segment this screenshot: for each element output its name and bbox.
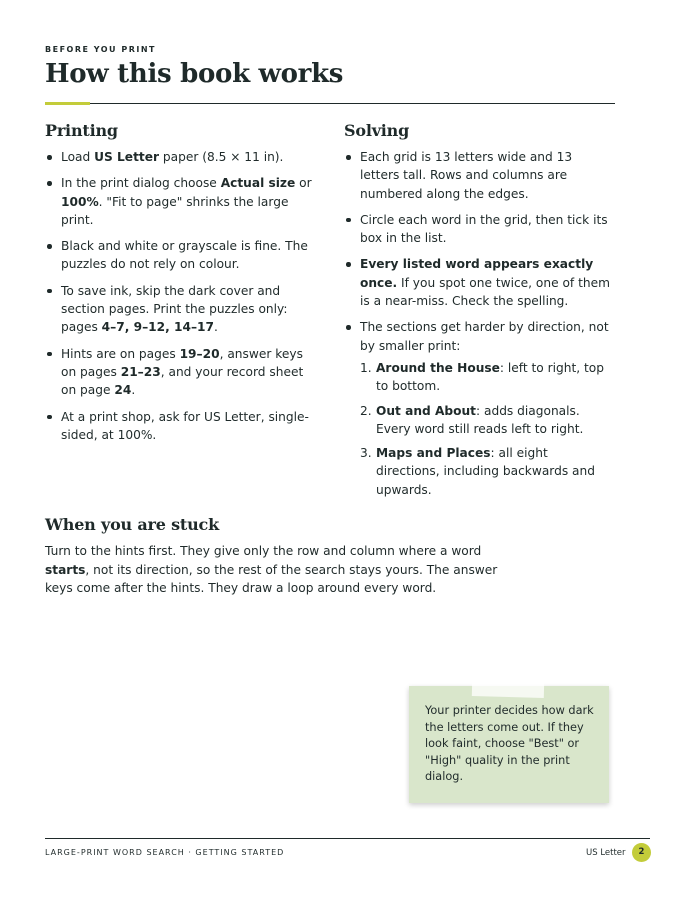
text-run: In the print dialog choose	[61, 176, 221, 191]
list-item	[344, 255, 612, 310]
list-item	[344, 318, 612, 499]
list-item	[45, 174, 321, 229]
step-item	[360, 359, 612, 396]
step-item	[360, 402, 612, 439]
printing-heading: Printing	[45, 121, 118, 140]
bold-text: Actual size	[220, 176, 296, 191]
step-number: 2.	[360, 403, 372, 418]
text-run: At a print shop, ask for US Letter, single-sided, at 100%.	[61, 409, 309, 442]
text-run: : all eight directions, including backwards and upwards.	[376, 446, 595, 497]
bold-text: Out and About	[376, 403, 477, 418]
text-run: Black and white or grayscale is fine. The puzzles do not rely on colour.	[61, 239, 308, 272]
text-run: .	[131, 383, 136, 398]
bold-text: Every listed word appears exactly once.	[360, 257, 594, 290]
text-run: Circle each word in the grid, then tick its box in the list.	[360, 212, 608, 246]
text-run: , and your record sheet on page	[61, 364, 304, 398]
bold-text: 21–23	[120, 364, 161, 379]
list-item	[45, 237, 321, 274]
bold-text: 24	[114, 383, 132, 398]
page-number-badge: 2	[632, 843, 651, 862]
list-item	[45, 282, 321, 337]
solving-heading: Solving	[344, 121, 410, 140]
bold-text: 100%	[61, 194, 99, 209]
note-tape	[472, 680, 544, 698]
eyebrow: BEFORE YOU PRINT	[45, 45, 156, 54]
footer-rule	[45, 838, 650, 839]
text-run: Hints are on pages	[61, 346, 180, 361]
text-run: , answer keys on pages	[61, 346, 303, 379]
text-run: Each grid is 13 letters wide and 13 letters tall. Rows and columns are numbered along the edges.	[360, 150, 573, 201]
text-run: The sections get harder by direction, not by smaller print:	[360, 320, 609, 353]
list-item	[45, 148, 321, 166]
stuck-paragraph	[45, 542, 525, 598]
list-item	[45, 408, 321, 445]
text-run: To save ink, skip the dark cover and section pages. Print the puzzles only: pages	[61, 283, 288, 335]
text-run: : left to right, top to bottom.	[376, 360, 604, 394]
text-run: or	[295, 176, 312, 191]
solving-section	[344, 121, 612, 507]
solving-list	[344, 148, 612, 499]
title-rule	[45, 103, 615, 104]
list-item	[344, 148, 612, 203]
text-run: paper (8.5 × 11 in).	[159, 150, 284, 164]
bold-text: US Letter	[94, 150, 160, 164]
text-run: . "Fit to page" shrinks the large print.	[61, 194, 289, 227]
footer-paper-size: US Letter	[586, 848, 626, 858]
step-number: 3.	[360, 446, 372, 461]
printing-list	[45, 148, 321, 444]
title-accent-bar	[45, 102, 90, 105]
note-text: Your printer decides how dark the letters come out. If they look faint, choose "Best" or "High" quality in the print dialog.	[425, 704, 594, 784]
text-run: .	[214, 320, 218, 335]
page-title: How this book works	[45, 59, 344, 89]
step-item	[360, 444, 612, 499]
text-run: : adds diagonals. Every word still reads left to right.	[376, 403, 584, 436]
list-item	[45, 345, 321, 400]
stuck-heading: When you are stuck	[45, 515, 219, 534]
bold-text: Around the House	[376, 360, 500, 375]
printing-section	[45, 121, 321, 452]
text-run: , not its direction, so the rest of the search stays yours. The answer keys come after the hints. They draw a loop around every word.	[45, 562, 498, 596]
step-number: 1.	[360, 360, 372, 375]
footer-title: LARGE-PRINT WORD SEARCH · GETTING STARTED	[45, 848, 285, 857]
bold-text: Maps and Places	[376, 446, 491, 461]
text-run: Load	[61, 150, 95, 164]
sticky-note	[409, 686, 609, 803]
bold-text: 4–7, 9–12, 14–17	[101, 320, 215, 335]
stuck-section	[45, 515, 525, 598]
text-run: Turn to the hints first. They give only the row and column where a word	[45, 544, 482, 558]
list-item	[344, 211, 612, 248]
text-run: If you spot one twice, one of them is a near-miss. Check the spelling.	[360, 275, 610, 309]
bold-text: 19–20	[179, 346, 220, 361]
difficulty-steps	[360, 359, 612, 499]
bold-text: starts	[45, 562, 86, 577]
